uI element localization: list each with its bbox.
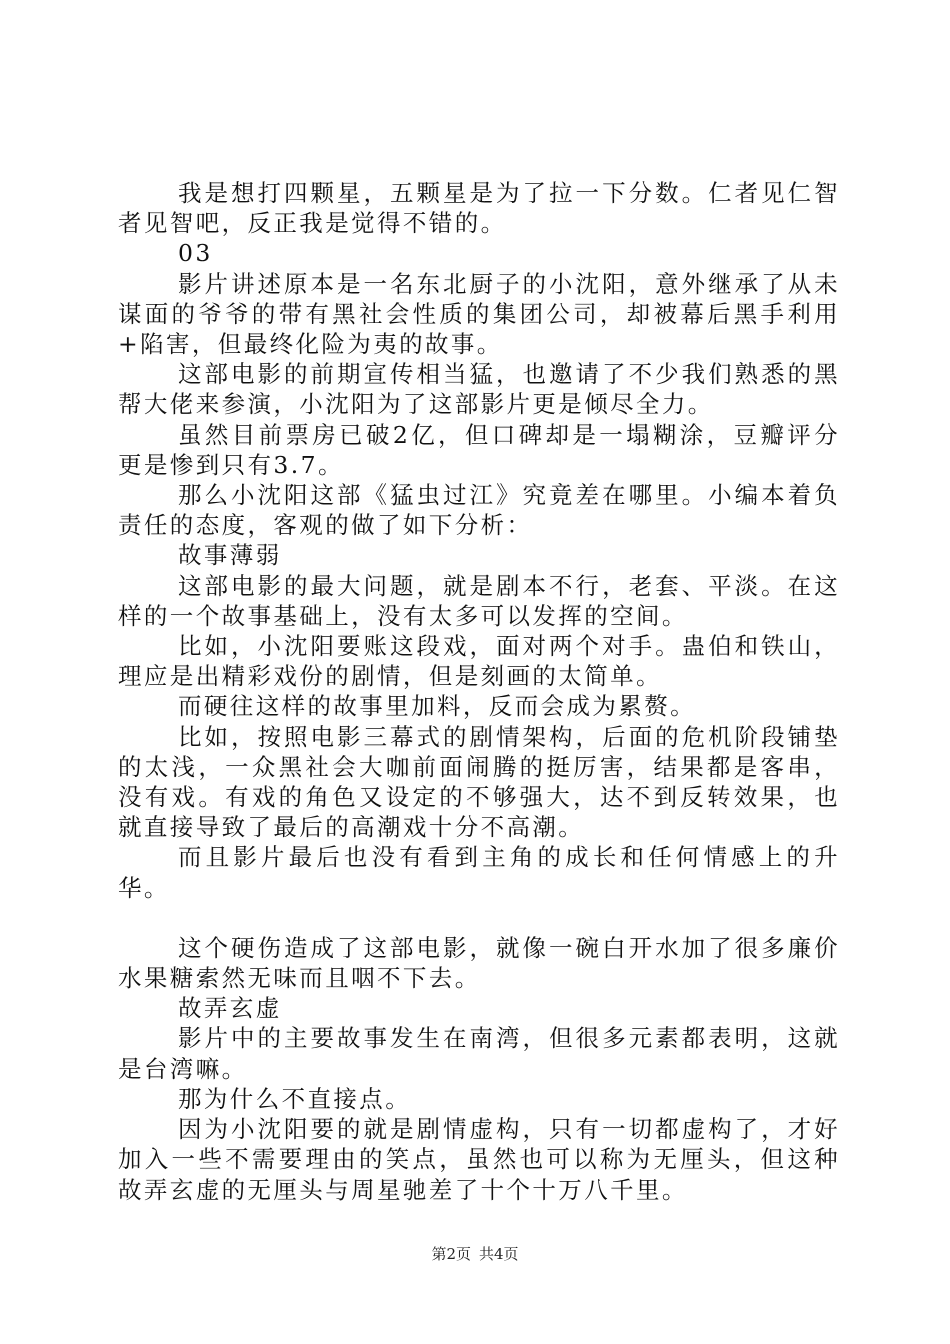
page-number: 第2页 [431,1245,471,1263]
document-body [118,178,840,1205]
page-total: 共4页 [479,1245,519,1263]
paragraph: 因为小沈阳要的就是剧情虚构，只有一切都虚构了，才好加入一些不需要理由的笑点，虽然也可以称为无厘头，但这种故弄玄虚的无厘头与周星驰差了十个十万八千里。 [118,1115,840,1204]
section-heading: 故事薄弱 [178,541,282,570]
paragraph: 而硬往这样的故事里加料，反而会成为累赘。 [178,692,696,721]
paragraph: 这部电影的最大问题，就是剧本不行，老套、平淡。在这样的一个故事基础上，没有太多可以发挥的空间。 [118,571,840,630]
paragraph: 我是想打四颗星，五颗星是为了拉一下分数。仁者见仁智者见智吧，反正我是觉得不错的。 [118,179,840,238]
paragraph: 虽然目前票房已破2亿，但口碑却是一塌糊涂，豆瓣评分更是惨到只有3.7。 [118,420,840,479]
paragraph: 影片中的主要故事发生在南湾，但很多元素都表明，这就是台湾嘛。 [118,1024,840,1083]
page-footer [0,1244,950,1264]
paragraph: 这个硬伤造成了这部电影，就像一碗白开水加了很多廉价水果糖索然无味而且咽不下去。 [118,933,840,993]
paragraph: 比如，小沈阳要账这段戏，面对两个对手。蛊伯和铁山，理应是出精彩戏份的剧情，但是刻画的太简单。 [118,632,840,691]
section-heading: 故弄玄虚 [178,994,282,1023]
section-number: 03 [178,239,213,268]
paragraph: 那为什么不直接点。 [178,1084,412,1113]
paragraph: 比如，按照电影三幕式的剧情架构，后面的危机阶段铺垫的太浅，一众黑社会大咖前面闹腾的挺厉害，结果都是客串，没有戏。有戏的角色又设定的不够强大，达不到反转效果，也就直接导致了最后的高潮戏十分不高潮。 [118,722,840,842]
paragraph: 那么小沈阳这部《猛虫过江》究竟差在哪里。小编本着负责任的态度，客观的做了如下分析： [118,481,840,540]
paragraph: 而且影片最后也没有看到主角的成长和任何情感上的升华。 [118,843,840,902]
paragraph: 影片讲述原本是一名东北厨子的小沈阳，意外继承了从未谋面的爷爷的带有黑社会性质的集团公司，却被幕后黑手利用+陷害，但最终化险为夷的故事。 [118,269,840,359]
paragraph: 这部电影的前期宣传相当猛，也邀请了不少我们熟悉的黑帮大佬来参演，小沈阳为了这部影片更是倾尽全力。 [118,360,840,419]
